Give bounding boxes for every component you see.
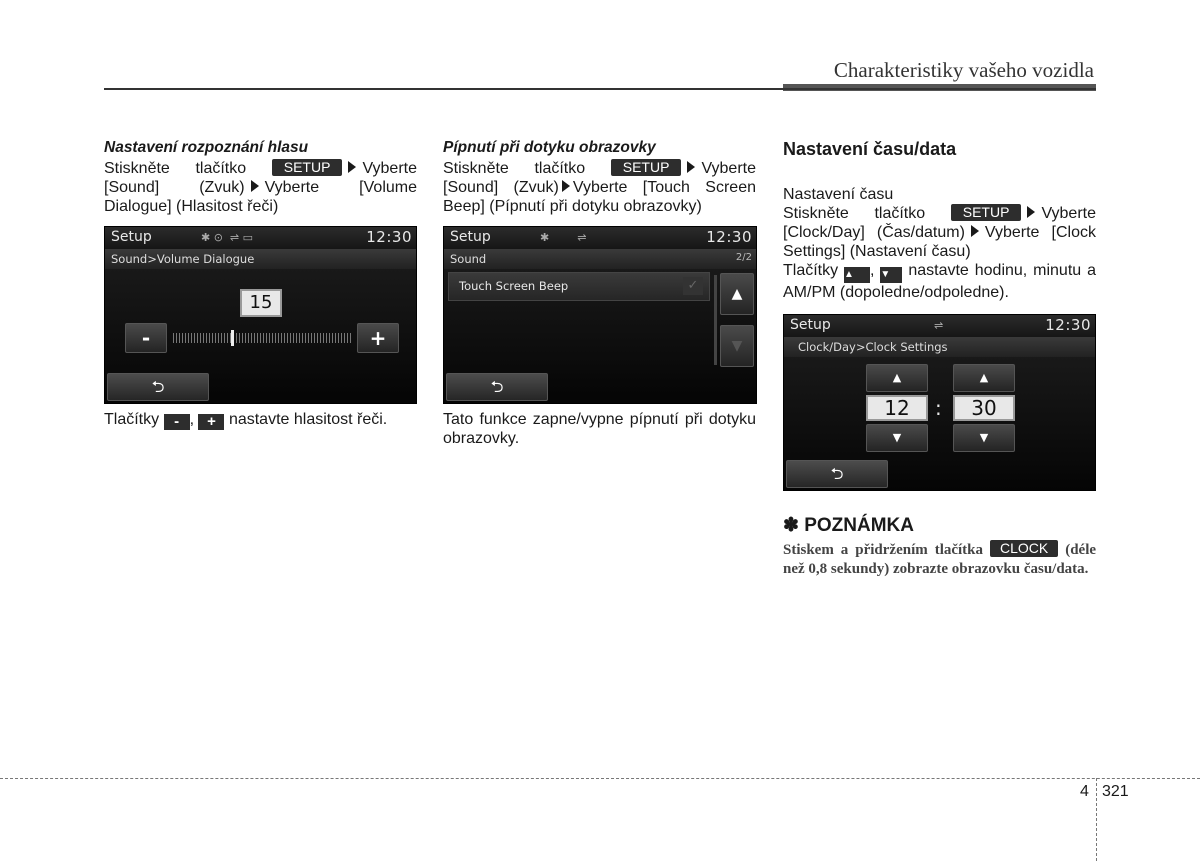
hour-down-button[interactable]: ▼ <box>866 424 928 452</box>
breadcrumb-text: Sound <box>450 252 487 266</box>
column-clock-settings <box>783 138 1096 302</box>
screen-title: Setup <box>790 317 831 333</box>
note-block <box>783 514 1096 579</box>
scroll-down-button[interactable]: ▼ <box>720 325 754 367</box>
footer-divider <box>1096 778 1097 861</box>
time-separator: : <box>935 396 942 420</box>
instruction-part: Vyberte [Sound] (Zvuk) <box>104 160 417 196</box>
screen-touch-beep <box>443 226 757 404</box>
footer-rule <box>0 778 1200 779</box>
setup-key: SETUP <box>272 159 343 176</box>
header-rule <box>104 88 1096 90</box>
arrow-right-icon <box>251 180 259 192</box>
screen-status-bar <box>444 227 756 249</box>
screen-title: Setup <box>450 229 491 245</box>
caption-part: Tlačítky <box>104 411 160 428</box>
section-subhead: Nastavení rozpoznání hlasu <box>104 139 309 156</box>
screen-breadcrumb <box>444 249 756 269</box>
down-key-icon: ▼ <box>880 267 902 283</box>
note-part: (déle než 0,8 sekundy) zobrazte obrazovku času/data. <box>783 542 1097 577</box>
arrow-right-icon <box>1027 206 1035 218</box>
instruction-text <box>783 261 1096 302</box>
instruction-part: Vyberte [Clock/Day] (Čas/datum) <box>783 205 1096 241</box>
minute-down-button[interactable]: ▼ <box>953 424 1015 452</box>
arrow-right-icon <box>348 161 356 173</box>
screen-title: Setup <box>111 229 152 245</box>
instruction-part: Tlačítky <box>783 262 839 279</box>
volume-plus-button[interactable]: + <box>357 323 399 353</box>
column-touch-beep <box>443 138 756 216</box>
volume-caption <box>104 410 417 430</box>
page-indicator: 2/2 <box>735 252 752 263</box>
instruction-sep: , <box>870 262 875 279</box>
instruction-part: Stiskněte tlačítko <box>104 160 247 177</box>
list-item-touch-beep[interactable] <box>448 272 710 301</box>
minute-value: 30 <box>953 395 1015 421</box>
breadcrumb-text: Sound>Volume Dialogue <box>111 252 255 266</box>
caption-sep: , <box>189 411 195 428</box>
screen-clock-settings <box>783 314 1096 491</box>
section-title: Nastavení času/data <box>783 139 957 159</box>
note-body <box>783 540 1096 579</box>
screen-status-bar <box>105 227 416 249</box>
screen-volume-dialogue <box>104 226 417 404</box>
list-item-label: Touch Screen Beep <box>459 279 569 293</box>
setup-key: SETUP <box>951 204 1022 221</box>
screen-clock: 12:30 <box>1045 316 1091 334</box>
arrow-right-icon <box>687 161 695 173</box>
instruction-text <box>783 204 1096 261</box>
volume-minus-button[interactable]: - <box>125 323 167 353</box>
instruction-text <box>443 159 756 216</box>
page-number: 321 <box>1102 783 1129 800</box>
note-part: Stiskem a přidržením tlačítka <box>783 542 984 558</box>
header-title: Charakteristiky vašeho vozidla <box>833 58 1094 82</box>
status-icons: ⇌ <box>934 319 944 332</box>
instruction-part: Vyberte [Sound] (Zvuk) <box>443 160 756 196</box>
status-icons: ✱ ⊙ ⇌ ▭ <box>201 231 254 244</box>
arrow-right-icon <box>971 225 979 237</box>
breadcrumb-text: Clock/Day>Clock Settings <box>798 340 948 354</box>
volume-value: 15 <box>240 289 282 317</box>
status-icons: ✱ ⇌ <box>540 231 587 244</box>
minus-key: - <box>164 414 190 430</box>
scrollbar[interactable] <box>714 275 717 365</box>
hour-value: 12 <box>866 395 928 421</box>
screen-clock: 12:30 <box>706 228 752 246</box>
instruction-part: Vyberte [Volume Dialogue] (Hlasitost řeči) <box>104 179 417 215</box>
setup-key: SETUP <box>611 159 682 176</box>
back-button[interactable]: ⮌ <box>786 460 888 488</box>
instruction-part: Stiskněte tlačítko <box>783 205 926 222</box>
hour-up-button[interactable]: ▲ <box>866 364 928 392</box>
section-subhead: Pípnutí při dotyku obrazovky <box>443 139 656 156</box>
caption-part: nastavte hlasitost řeči. <box>228 411 388 428</box>
instruction-part: Vyberte [Clock Settings] (Nastavení času) <box>783 224 1096 260</box>
screen-breadcrumb <box>105 249 416 269</box>
instruction-text <box>104 159 417 216</box>
clock-key: CLOCK <box>990 540 1058 557</box>
note-title: ✽ POZNÁMKA <box>783 515 914 536</box>
touch-beep-caption: Tato funkce zapne/vypne pípnutí při dotyku obrazovky. <box>443 411 756 447</box>
chapter-number: 4 <box>1080 783 1089 800</box>
arrow-right-icon <box>562 180 570 192</box>
checkbox-check-icon[interactable]: ✓ <box>683 277 703 295</box>
screen-status-bar <box>784 315 1095 337</box>
instruction-part: Stiskněte tlačítko <box>443 160 586 177</box>
minute-up-button[interactable]: ▲ <box>953 364 1015 392</box>
plus-key: + <box>198 414 224 430</box>
back-button[interactable]: ⮌ <box>446 373 548 401</box>
instruction-part: nastavte hodinu, minutu a AM/PM (dopoledne/odpoledne). <box>783 262 1096 301</box>
scroll-up-button[interactable]: ▲ <box>720 273 754 315</box>
back-button[interactable]: ⮌ <box>107 373 209 401</box>
instruction-part: Vyberte [Touch Screen Beep] (Pípnutí při dotyku obrazovky) <box>443 179 756 215</box>
slider-thumb[interactable] <box>231 330 234 346</box>
screen-clock: 12:30 <box>366 228 412 246</box>
column-volume-dialogue <box>104 138 417 216</box>
section-sub: Nastavení času <box>783 186 894 203</box>
volume-slider[interactable] <box>173 333 351 343</box>
up-key-icon: ▲ <box>844 267 870 283</box>
screen-breadcrumb <box>784 337 1095 357</box>
